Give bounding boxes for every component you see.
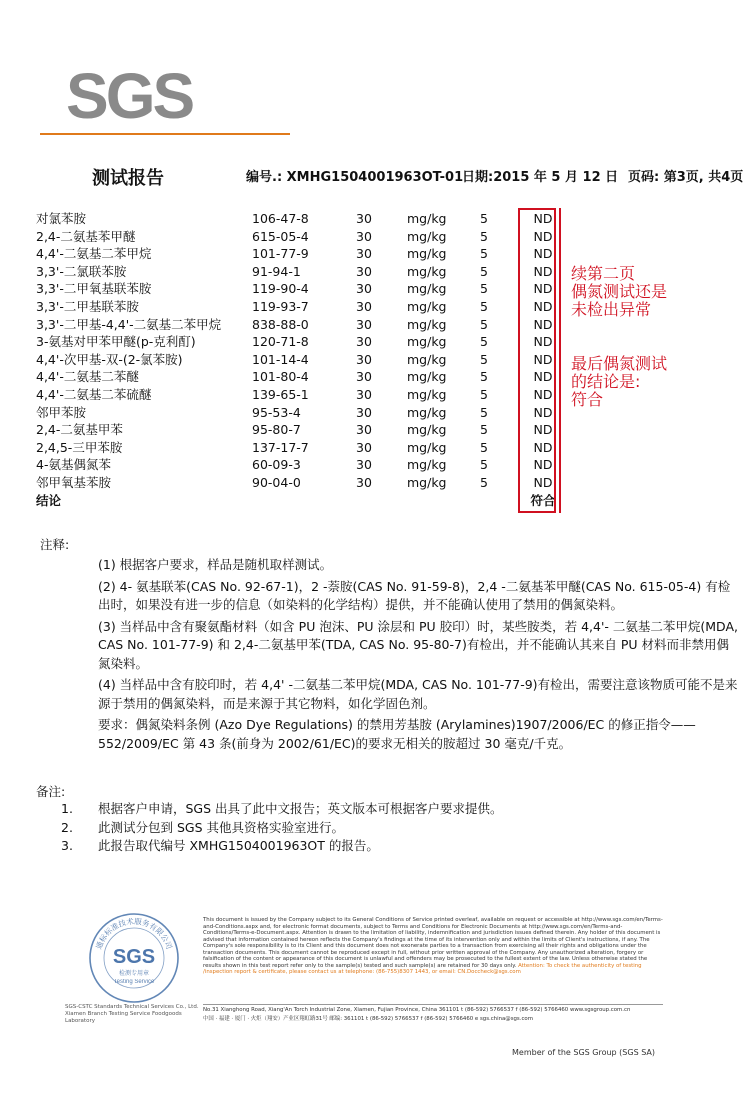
cas-number: 101-77-9 xyxy=(252,246,309,262)
reporting-limit: 5 xyxy=(480,281,488,297)
sgs-logo-text: SGS xyxy=(66,60,193,132)
cas-number: 615-05-4 xyxy=(252,228,309,244)
limit-value: 30 xyxy=(356,334,372,350)
limit-value: 30 xyxy=(356,386,372,402)
substance-name: 4,4'-二氨基二苯醚 xyxy=(36,369,139,385)
limit-value: 30 xyxy=(356,281,372,297)
cas-number: 60-09-3 xyxy=(252,457,301,473)
table-row xyxy=(36,333,576,351)
table-body xyxy=(36,210,576,492)
reporting-limit: 5 xyxy=(480,404,488,420)
table-row xyxy=(36,474,576,492)
table-row xyxy=(36,404,576,422)
table-row xyxy=(36,456,576,474)
conclusion-label: 结论 xyxy=(36,492,62,508)
table-row xyxy=(36,386,576,404)
cas-number: 137-17-7 xyxy=(252,439,309,455)
reporting-limit: 5 xyxy=(480,334,488,350)
result-value: ND xyxy=(533,351,553,367)
unit: mg/kg xyxy=(407,334,447,350)
reporting-limit: 5 xyxy=(480,474,488,490)
result-value: ND xyxy=(533,422,553,438)
report-number: 编号.: XMHG1504001963OT-01 xyxy=(246,170,464,185)
disclaimer-text: This document is issued by the Company subject to its General Conditions of Service printed overleaf, available on request or accessible at http://www.sgs.com/en/Terms-and-Conditions.aspx and, for electronic format documents, subject to Terms and Conditions for Electronic Documents at http://www.sgs.com/en/Terms-and-Conditions/Terms-e-Document.aspx. Attention is drawn to the limitation of liability, indemnification and jurisdiction issues defined therein. Any holder of this document is advised that information contained hereon reflects the Company's findings at the time of its intervention only and within the limits of Client's instructions, if any. The Company's sole responsibility is to its Client and this document does not exonerate parties to a transaction from exercising all their rights and obligations under the transaction documents. This document cannot be reproduced except in full, without prior written approval of the Company. Any unauthorized alteration, forgery or falsification of the content or appearance of this document is unlawful and offenders may be prosecuted to the fullest extent of the law. Unless otherwise stated the results shown in this test report refer only to the sample(s) tested and such sample(s) are retained for 30 days only. xyxy=(203,917,663,969)
remark-item: (3) 当样品中含有聚氨酯材料（如含 PU 泡沫、PU 涂层和 PU 胶印）时，某些胺类，若 4,4'- 二氨基二苯甲烷(MDA, CAS No. 101-77-9) 和 2,4-二氨基甲苯(TDA, CAS No. 95-80-7)有检出，并不能确认其来自 PU 材料而非禁用偶氮染料。 xyxy=(98,618,738,671)
address-divider xyxy=(203,1004,663,1005)
reporting-limit: 5 xyxy=(480,298,488,314)
unit: mg/kg xyxy=(407,281,447,297)
testing-service-seal xyxy=(88,912,180,1004)
reporting-limit: 5 xyxy=(480,351,488,367)
cas-number: 120-71-8 xyxy=(252,334,309,350)
reporting-limit: 5 xyxy=(480,422,488,438)
limit-value: 30 xyxy=(356,211,372,226)
annotation-line: 偶氮测试还是 xyxy=(571,282,668,301)
result-value: ND xyxy=(533,369,553,385)
conclusion-row xyxy=(36,492,576,510)
table-row xyxy=(36,368,576,386)
cas-number: 119-93-7 xyxy=(252,298,309,314)
cas-number: 95-80-7 xyxy=(252,422,301,438)
note-number: 3. xyxy=(61,838,73,853)
cas-number: 90-04-0 xyxy=(252,474,301,490)
annotation-line: 续第二页 xyxy=(571,264,636,283)
cas-number: 119-90-4 xyxy=(252,281,309,297)
company-address xyxy=(203,1006,663,1024)
report-date: 日期:2015 年 5 月 12 日 xyxy=(462,170,619,185)
table-row xyxy=(36,316,576,334)
cas-number: 95-53-4 xyxy=(252,404,301,420)
report-title: 测试报告 xyxy=(92,168,164,189)
annotation-bracket xyxy=(559,208,565,513)
note-text: 此报告取代编号 XMHG1504001963OT 的报告。 xyxy=(98,838,379,853)
notes-title: 备注: xyxy=(36,784,66,799)
substance-name: 3,3'-二氯联苯胺 xyxy=(36,263,127,279)
limit-value: 30 xyxy=(356,351,372,367)
result-value: ND xyxy=(533,386,553,402)
unit: mg/kg xyxy=(407,263,447,279)
cas-number: 106-47-8 xyxy=(252,211,309,226)
member-statement: Member of the SGS Group (SGS SA) xyxy=(512,1048,656,1057)
result-value: ND xyxy=(533,404,553,420)
result-value: ND xyxy=(533,439,553,455)
limit-value: 30 xyxy=(356,298,372,314)
limit-value: 30 xyxy=(356,404,372,420)
reporting-limit: 5 xyxy=(480,263,488,279)
unit: mg/kg xyxy=(407,351,447,367)
unit: mg/kg xyxy=(407,246,447,262)
limit-value: 30 xyxy=(356,316,372,332)
remark-item: (1) 根据客户要求，样品是随机取样测试。 xyxy=(98,557,333,572)
unit: mg/kg xyxy=(407,386,447,402)
unit: mg/kg xyxy=(407,298,447,314)
result-value: ND xyxy=(533,211,553,226)
substance-name: 4,4'-次甲基-双-(2-氯苯胺) xyxy=(36,351,183,367)
unit: mg/kg xyxy=(407,404,447,420)
reporting-limit: 5 xyxy=(480,369,488,385)
unit: mg/kg xyxy=(407,369,447,385)
reporting-limit: 5 xyxy=(480,439,488,455)
substance-name: 3,3'-二甲基联苯胺 xyxy=(36,298,139,314)
result-value: ND xyxy=(533,474,553,490)
result-value: ND xyxy=(533,281,553,297)
reporting-limit: 5 xyxy=(480,228,488,244)
substance-name: 2,4,5-三甲苯胺 xyxy=(36,439,123,455)
annotation-note-1 xyxy=(571,265,667,319)
substance-name: 2,4-二氨基苯甲醚 xyxy=(36,228,136,244)
substance-name: 2,4-二氨基甲苯 xyxy=(36,422,123,438)
table-row xyxy=(36,439,576,457)
unit: mg/kg xyxy=(407,316,447,332)
table-row xyxy=(36,298,576,316)
address-cn: 中国 · 福建 · 厦门 · 火炬（翔安）产业区翔虹路31号 邮编: 361101 t (86-592) 5766537 f (86-592) 5766460 e sgs.china@sgs.com xyxy=(203,1016,533,1022)
substance-name: 4,4'-二氨基二苯甲烷 xyxy=(36,246,152,262)
reporting-limit: 5 xyxy=(480,386,488,402)
cas-number: 101-14-4 xyxy=(252,351,309,367)
limit-value: 30 xyxy=(356,246,372,262)
unit: mg/kg xyxy=(407,228,447,244)
unit: mg/kg xyxy=(407,422,447,438)
result-value: ND xyxy=(533,263,553,279)
conclusion-value: 符合 xyxy=(530,492,556,508)
unit: mg/kg xyxy=(407,474,447,490)
substance-name: 对氯苯胺 xyxy=(36,211,87,226)
annotation-line: 的结论是: xyxy=(571,372,641,391)
remarks-title: 注释: xyxy=(40,537,70,552)
substance-name: 3-氨基对甲苯甲醚(p-克利酊) xyxy=(36,334,196,350)
result-value: ND xyxy=(533,298,553,314)
table-row xyxy=(36,280,576,298)
logo-underline xyxy=(40,133,290,135)
reporting-limit: 5 xyxy=(480,457,488,473)
result-value: ND xyxy=(533,246,553,262)
limit-value: 30 xyxy=(356,422,372,438)
substance-name: 3,3'-二甲氧基联苯胺 xyxy=(36,281,152,297)
substance-name: 3,3'-二甲基-4,4'-二氨基二苯甲烷 xyxy=(36,316,222,332)
table-row xyxy=(36,263,576,281)
reporting-limit: 5 xyxy=(480,246,488,262)
seal-ring-text: 通标标准技术服务有限公司 xyxy=(94,916,174,951)
authenticity-notice: Attention: To check the authenticity of testing /inspection report & certificate, please contact us at telephone: (86-755)8307 1443, or email: CN.Doccheck@sgs.com xyxy=(203,962,642,975)
remarks-list xyxy=(98,556,738,756)
substance-name: 4,4'-二氨基二苯硫醚 xyxy=(36,386,152,402)
result-value: ND xyxy=(533,457,553,473)
table-row xyxy=(36,228,576,246)
result-highlight-box xyxy=(518,208,556,513)
table-row xyxy=(36,210,576,228)
cas-number: 838-88-0 xyxy=(252,316,309,332)
result-value: ND xyxy=(533,228,553,244)
annotation-line: 符合 xyxy=(571,390,604,409)
disclaimer xyxy=(203,917,663,976)
annotation-note-2 xyxy=(571,355,667,409)
unit: mg/kg xyxy=(407,439,447,455)
seal-lower-text: 检测专用章 xyxy=(118,970,150,977)
remark-item: 要求：偶氮染料条例 (Azo Dye Regulations) 的禁用芳基胺 (Arylamines)1907/2006/EC 的修正指令——552/2009/EC 第 43 条(前身为 2002/61/EC)的要求无相关的胺超过 30 毫克/千克。 xyxy=(98,717,696,751)
page-indicator: 页码: 第3页, 共4页 xyxy=(628,170,744,185)
sgs-logo xyxy=(66,58,196,138)
table-row xyxy=(36,351,576,369)
table-row xyxy=(36,245,576,263)
note-number: 1. xyxy=(61,801,73,816)
result-value: ND xyxy=(533,316,553,332)
unit: mg/kg xyxy=(407,457,447,473)
seal-lower-text-en: Testing Service xyxy=(113,979,155,985)
result-value: ND xyxy=(533,334,553,350)
cas-number: 139-65-1 xyxy=(252,386,309,402)
azo-results-table xyxy=(36,210,576,509)
cas-number: 101-80-4 xyxy=(252,369,309,385)
table-row xyxy=(36,421,576,439)
note-number: 2. xyxy=(61,819,73,835)
limit-value: 30 xyxy=(356,439,372,455)
note-text: 此测试分包到 SGS 其他具资格实验室进行。 xyxy=(98,819,345,835)
substance-name: 邻甲苯胺 xyxy=(36,404,87,420)
seal-center-text: SGS xyxy=(112,946,156,968)
remark-item: (4) 当样品中含有胶印时，若 4,4' -二氨基二苯甲烷(MDA, CAS No. 101-77-9)有检出，需要注意该物质可能不是来源于禁用的偶氮染料，而是来源于其它物料，如化学固色剂。 xyxy=(98,677,738,711)
limit-value: 30 xyxy=(356,263,372,279)
limit-value: 30 xyxy=(356,474,372,490)
seal-caption: SGS-CSTC Standards Technical Services Co., Ltd. Xiamen Branch Testing Service Foodgoods Laboratory xyxy=(65,1004,199,1024)
limit-value: 30 xyxy=(356,228,372,244)
substance-name: 邻甲氧基苯胺 xyxy=(36,474,112,490)
annotation-line: 最后偶氮测试 xyxy=(571,354,668,373)
reporting-limit: 5 xyxy=(480,316,488,332)
cas-number: 91-94-1 xyxy=(252,263,301,279)
address-en: No.31 Xianghong Road, Xiang'An Torch Industrial Zone, Xiamen, Fujian Province, China 361101 t (86-592) 5766537 f (86-592) 5766460 www.sgsgroup.com.cn xyxy=(203,1007,631,1013)
annotation-line: 未检出异常 xyxy=(571,300,652,319)
reporting-limit: 5 xyxy=(480,211,488,226)
unit: mg/kg xyxy=(407,211,447,226)
substance-name: 4-氨基偶氮苯 xyxy=(36,457,111,473)
note-text: 根据客户申请，SGS 出具了此中文报告；英文版本可根据客户要求提供。 xyxy=(98,801,503,816)
limit-value: 30 xyxy=(356,457,372,473)
remark-item: (2) 4- 氨基联苯(CAS No. 92-67-1)，2 -萘胺(CAS No. 91-59-8)，2,4 -二氨基苯甲醚(CAS No. 615-05-4) 有检出时，如果没有进一步的信息（如染料的化学结构）提供，并不能确认使用了禁用的偶氮染料。 xyxy=(98,578,731,612)
limit-value: 30 xyxy=(356,369,372,385)
